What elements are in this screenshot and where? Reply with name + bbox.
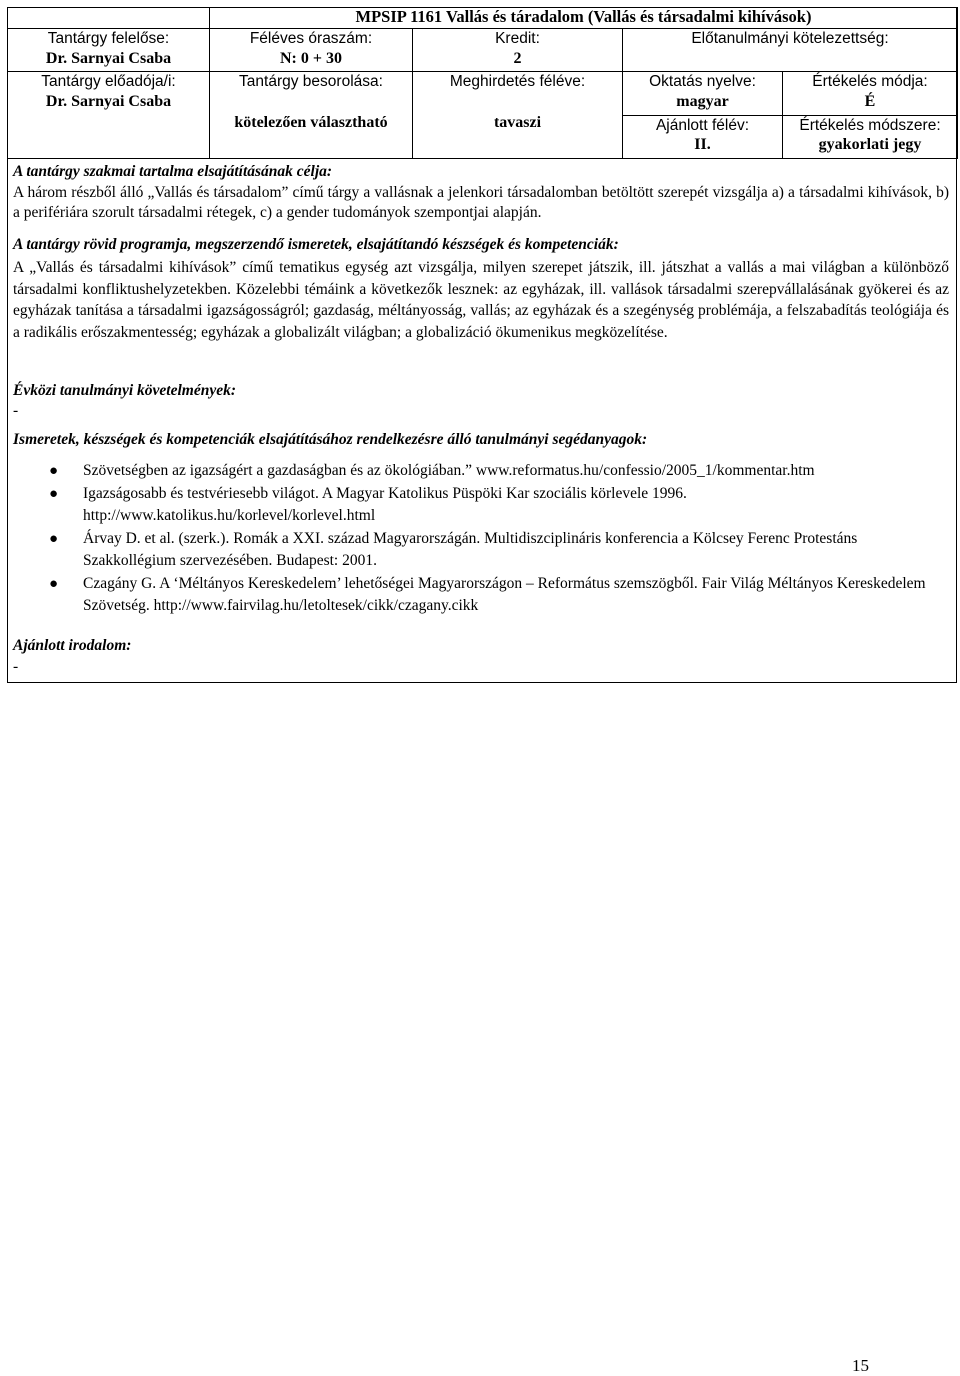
page-number: 15 [852, 1356, 869, 1375]
program-text: A „Vallás és társadalmi kihívások” című tematikus egység azt vizsgálja, milyen szerepet játszik, ill. játszhat a vallás a mai világban a különböző társadalmi konfliktushelyzetekben. Közelebbi témáink a következők lesznek: az egyházak, ill. vallások társadalmi szerepvállalásának gyökerei és az egyházak tanítása a társadalmi igazságosságról; gazdaság, méltányosság, vallás; az egyházak és a szegénység problémája, a felszabadítás teológiája és a radikális erőszakmentesség; egyházak a globalizált világban; a globalizáció ökumenikus megközelítése. [13, 259, 949, 341]
hours-label: Féléves óraszám: [249, 30, 373, 47]
category-value: kötelezően választható [234, 113, 388, 131]
eval-method-label: Értékelés módszere: [799, 116, 941, 134]
eval-method-value: gyakorlati jegy [818, 136, 922, 153]
lecturer-label: Tantárgy előadója/i: [41, 73, 176, 90]
resource-text: Árvay D. et al. (szerk.). Romák a XXI. század Magyarországán. Multidiszciplináris konferencia a Kölcsey Ferenc Protestáns Szakkollégium szervezésében. Budapest: 2001. [83, 529, 858, 569]
language-label: Oktatás nyelve: [649, 73, 756, 90]
eval-mode-value: É [864, 92, 876, 110]
hours-value: N: 0 + 30 [280, 49, 342, 67]
credit-label: Kredit: [495, 30, 540, 47]
list-item [13, 528, 949, 573]
bullet-icon: ● [49, 575, 59, 592]
language-value: magyar [676, 92, 729, 110]
lecturer-value: Dr. Sarnyai Csaba [45, 92, 172, 110]
literature-heading: Ajánlott irodalom: [13, 637, 132, 654]
list-item [13, 573, 949, 618]
aim-heading: A tantárgy szakmai tartalma elsajátításának célja: [13, 163, 333, 180]
semester-label: Meghirdetés féléve: [449, 73, 586, 90]
aim-text: A három részből álló „Vallás és társadalom” című tárgy a vallásnak a jelenkori társadalomban betöltött szerepét vizsgálja a) a társadalmi kihívások, b) a perifériára szorult társadalmi rétegek, c) a gender tudományok szempontjai alapján. [13, 184, 949, 221]
course-title: MPSIP 1161 Vallás és táradalom (Vallás és társadalmi kihívások) [210, 8, 958, 29]
resources-heading: Ismeretek, készségek és kompetenciák elsajátításához rendelkezésre álló tanulmányi segédanyagok: [13, 431, 648, 448]
course-header-table [7, 7, 958, 159]
resources-list [13, 460, 949, 618]
list-item [13, 460, 949, 483]
responsible-label: Tantárgy felelőse: [47, 30, 170, 47]
resource-text: Igazságosabb és testvériesebb világot. A Magyar Katolikus Püspöki Kar szociális körlevele 1996. http://www.katolikus.hu/korlevel/korlevel.html [83, 484, 687, 524]
resource-text: Szövetségben az igazságért a gazdaságban és az ökológiában.” www.reformatus.hu/confessio/2005_1/kommentar.htm [83, 462, 815, 479]
prereq-label: Előtanulmányi kötelezettség: [691, 30, 889, 47]
resource-text: Czagány G. A ‘Méltányos Kereskedelem’ lehetőségei Magyarországon – Református szemszögből. Fair Világ Méltányos Kereskedelem Szövetség. http://www.fairvilag.hu/letoltesek/cikk/czagany.cikk [83, 574, 926, 614]
eval-mode-label: Értékelés módja: [812, 73, 928, 90]
recommended-value: II. [694, 136, 711, 153]
requirements-heading: Évközi tanulmányi követelmények: [13, 382, 237, 399]
semester-value: tavaszi [493, 113, 542, 131]
list-item [13, 483, 949, 528]
bullet-icon: ● [49, 530, 59, 547]
recommended-label: Ajánlott félév: [655, 116, 750, 134]
category-label: Tantárgy besorolása: [239, 73, 383, 90]
credit-value: 2 [513, 49, 522, 67]
requirements-text: - [13, 402, 19, 419]
bullet-icon: ● [49, 463, 59, 479]
program-heading: A tantárgy rövid programja, megszerzendő ismeretek, elsajátítandó készségek és kompetenciák: [13, 236, 619, 253]
responsible-value: Dr. Sarnyai Csaba [45, 49, 172, 67]
bullet-icon: ● [49, 485, 59, 502]
literature-text: - [13, 658, 19, 675]
